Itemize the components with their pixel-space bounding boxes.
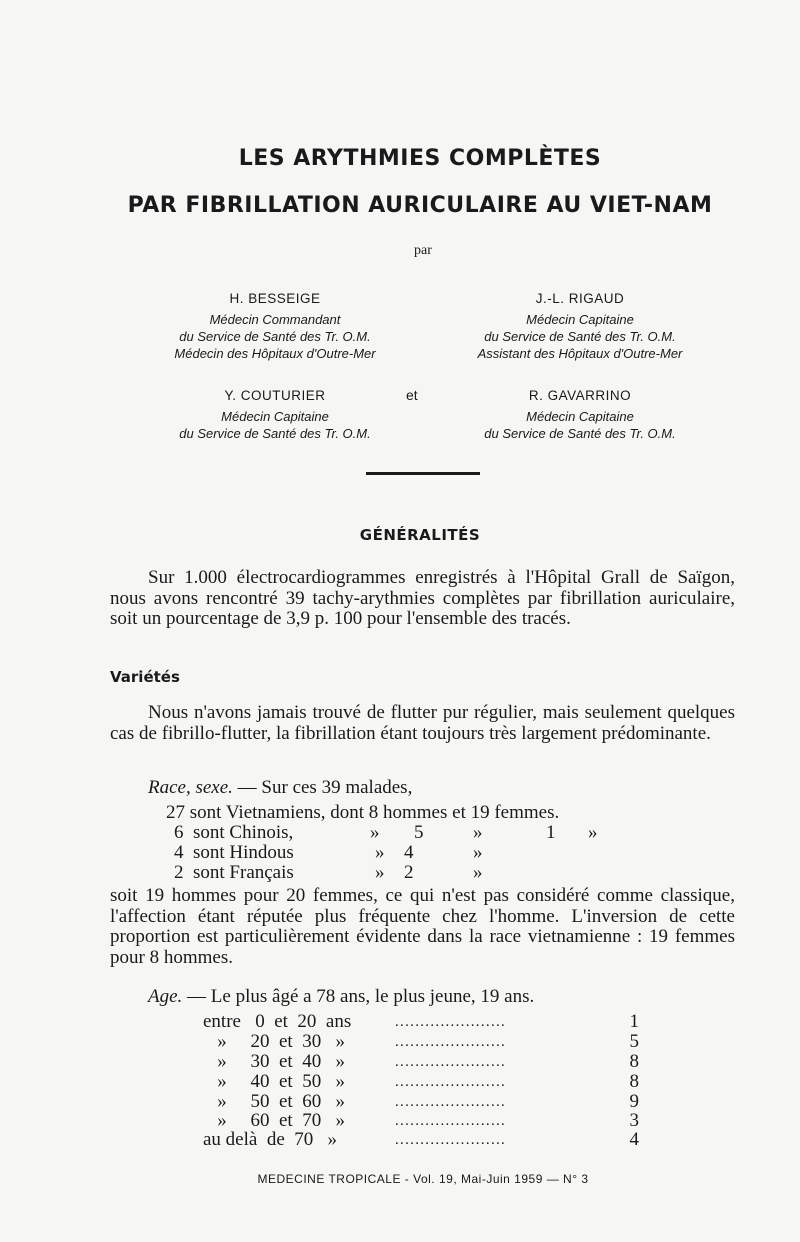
age-range: » 30 et 40 » — [203, 1051, 345, 1072]
race-count: 6 — [174, 822, 184, 843]
leader-dots: ...................... — [395, 1034, 507, 1050]
author-service: du Service de Santé des Tr. O.M. — [484, 329, 676, 344]
author-name: H. BESSEIGE — [229, 291, 321, 306]
age-row — [203, 1072, 639, 1092]
age-intro — [148, 987, 534, 1008]
leader-dots: ...................... — [395, 1094, 507, 1110]
race-text: sont Chinois, — [193, 822, 294, 843]
author-rank: Médecin Commandant — [209, 312, 341, 327]
race-text: sont Français — [193, 862, 294, 883]
journal-footer: MEDECINE TROPICALE - Vol. 19, Mai-Juin 1959 — N° 3 — [257, 1172, 589, 1186]
age-row — [203, 1052, 639, 1072]
age-range: » 40 et 50 » — [203, 1071, 345, 1092]
age-range: entre 0 et 20 ans — [203, 1011, 352, 1032]
author-couturier — [110, 387, 440, 442]
author-name: Y. COUTURIER — [224, 388, 326, 403]
race-row — [0, 843, 800, 864]
author-gavarrino — [420, 387, 740, 442]
age-range: » 50 et 60 » — [203, 1091, 345, 1112]
ditto-mark: » — [588, 822, 598, 843]
author-rank: Médecin Capitaine — [526, 409, 634, 424]
age-label: Age. — [148, 986, 183, 1007]
age-row — [203, 1032, 639, 1052]
paragraph-intro: Sur 1.000 électrocardiogrammes enregistrés à l'Hôpital Grall de Saïgon, nous avons rencontré 39 tachy-arythmies complètes par fibrillation auriculaire, soit un pourcentage de 3,9 p. 100 pour l'ensemble des tracés. — [110, 567, 735, 629]
race-label: Race, sexe. — [148, 777, 233, 798]
race-count: 2 — [174, 862, 184, 883]
age-count: 3 — [629, 1110, 639, 1131]
race-text: sont Vietnamiens, dont 8 hommes et 19 femmes. — [189, 802, 560, 823]
race-men: 4 — [404, 842, 414, 863]
race-text: — Sur ces 39 malades, — [232, 777, 413, 798]
race-text: sont Hindous — [193, 842, 294, 863]
race-row — [0, 823, 800, 844]
ditto-mark: » — [473, 822, 483, 843]
age-range: » 20 et 30 » — [203, 1031, 345, 1052]
author-rigaud — [420, 290, 740, 362]
paragraph-sex-ratio: soit 19 hommes pour 20 femmes, ce qui n'est pas considéré comme classique, l'affection étant réputée plus fréquente chez l'homme. L'inversion de cette proportion est particulièrement évidente dans la race vietnamienne : 19 femmes pour 8 hommes. — [110, 885, 735, 968]
age-row — [203, 1012, 639, 1032]
age-range: » 60 et 70 » — [203, 1110, 345, 1131]
age-count: 5 — [629, 1031, 639, 1052]
leader-dots: ...................... — [395, 1054, 507, 1070]
leader-dots: ...................... — [395, 1014, 507, 1030]
subheading-varietes: Variétés — [110, 668, 180, 686]
ditto-mark: » — [375, 862, 385, 883]
race-count: 27 — [166, 802, 185, 823]
par-label: par — [414, 243, 432, 258]
author-service: du Service de Santé des Tr. O.M. — [179, 329, 371, 344]
age-count: 1 — [629, 1011, 639, 1032]
author-service: du Service de Santé des Tr. O.M. — [484, 426, 676, 441]
paragraph-varietes: Nous n'avons jamais trouvé de flutter pur régulier, mais seulement quelques cas de fibrillo-flutter, la fibrillation étant toujours très largement prédominante. — [110, 702, 735, 744]
race-intro — [148, 778, 412, 799]
race-men: 2 — [404, 862, 414, 883]
age-row — [203, 1130, 639, 1150]
ditto-mark: » — [473, 842, 483, 863]
age-count: 4 — [629, 1129, 639, 1150]
author-service: du Service de Santé des Tr. O.M. — [179, 426, 371, 441]
title-line-1: LES ARYTHMIES COMPLÈTES — [238, 146, 602, 171]
author-title: Médecin des Hôpitaux d'Outre-Mer — [174, 346, 376, 361]
author-rank: Médecin Capitaine — [221, 409, 329, 424]
author-name: J.-L. RIGAUD — [535, 291, 625, 306]
section-heading-generalites: GÉNÉRALITÉS — [359, 526, 481, 544]
ditto-mark: » — [375, 842, 385, 863]
et-conjunction: et — [406, 387, 418, 403]
age-row — [203, 1092, 639, 1112]
author-name: R. GAVARRINO — [528, 388, 632, 403]
title-line-2: PAR FIBRILLATION AURICULAIRE AU VIET-NAM — [127, 193, 713, 218]
leader-dots: ...................... — [395, 1132, 507, 1148]
race-men: 5 — [414, 822, 424, 843]
ditto-mark: » — [473, 862, 483, 883]
age-count: 8 — [629, 1051, 639, 1072]
age-range: au delà de 70 » — [203, 1129, 338, 1150]
leader-dots: ...................... — [395, 1113, 507, 1129]
leader-dots: ...................... — [395, 1074, 507, 1090]
author-besseige — [110, 290, 440, 362]
age-row — [203, 1111, 639, 1131]
horizontal-rule — [366, 472, 480, 475]
ditto-mark: » — [370, 822, 380, 843]
race-row — [0, 863, 800, 884]
author-rank: Médecin Capitaine — [526, 312, 634, 327]
race-women: 1 — [546, 822, 556, 843]
race-row — [166, 803, 559, 824]
age-text: — Le plus âgé a 78 ans, le plus jeune, 19 ans. — [182, 986, 535, 1007]
age-count: 8 — [629, 1071, 639, 1092]
race-count: 4 — [174, 842, 184, 863]
age-count: 9 — [629, 1091, 639, 1112]
author-title: Assistant des Hôpitaux d'Outre-Mer — [477, 346, 683, 361]
